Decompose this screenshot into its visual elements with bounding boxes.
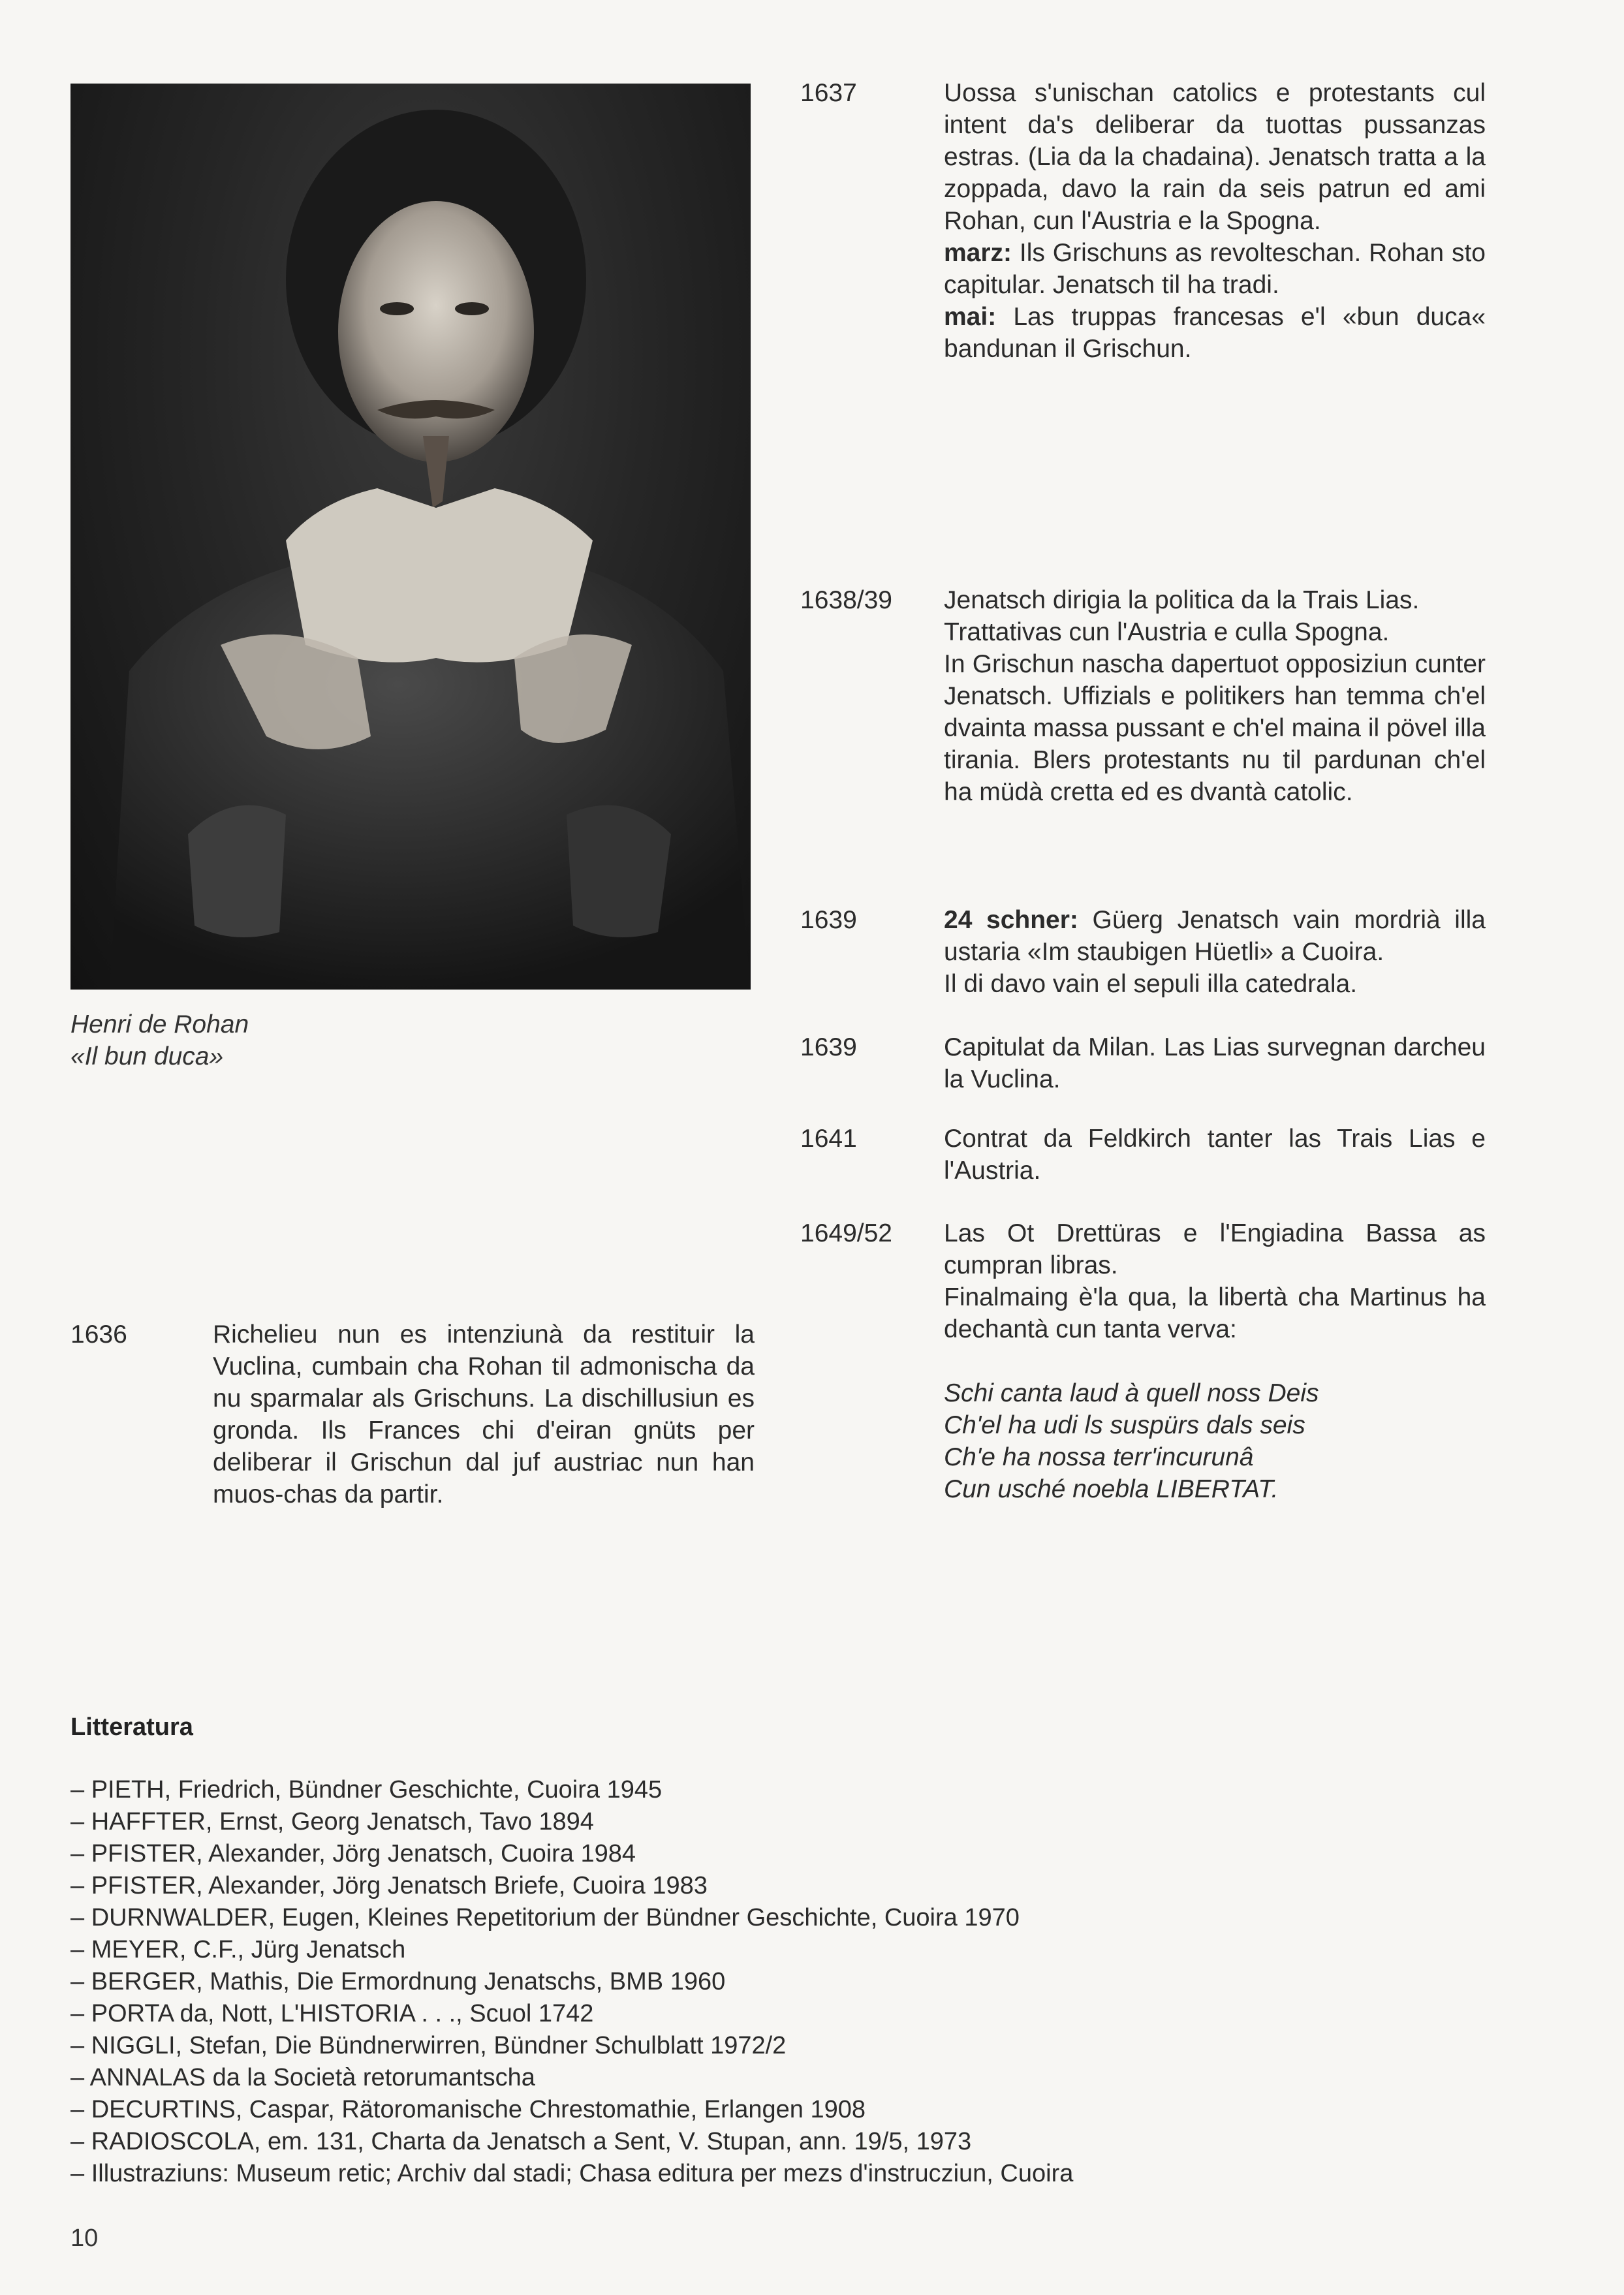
timeline-paragraph: [944, 1281, 1486, 1345]
timeline-paragraph: [944, 1217, 1486, 1281]
paragraph-text: Güerg Jenatsch vain mordrià illa ustaria «Im staubigen Hüetli» a Cuoira.: [944, 906, 1486, 966]
literature-item: – MEYER, C.F., Jürg Jenatsch: [70, 1934, 1507, 1966]
timeline-paragraph: [944, 616, 1486, 648]
verse-line: Ch'e ha nossa terr'incurunâ: [944, 1443, 1254, 1471]
paragraph-text: Contrat da Feldkirch tanter las Trais Lias e l'Austria.: [944, 1125, 1486, 1185]
timeline-year: 1636: [70, 1320, 127, 1349]
literature-list: [70, 1774, 1507, 2190]
paragraph-text: Capitulat da Milan. Las Lias survegnan darcheu la Vuclina.: [944, 1033, 1486, 1093]
verse-line: Schi canta laud à quell noss Deis: [944, 1379, 1319, 1407]
portrait-caption: [70, 1008, 249, 1072]
timeline-text: [944, 904, 1486, 1000]
literature-item: – DECURTINS, Caspar, Rätoromanische Chrestomathie, Erlangen 1908: [70, 2094, 1507, 2126]
literature-item: – PFISTER, Alexander, Jörg Jenatsch, Cuoira 1984: [70, 1838, 1507, 1870]
caption-name: Henri de Rohan: [70, 1010, 249, 1038]
timeline-paragraph: [944, 301, 1486, 365]
timeline-text: [944, 1031, 1486, 1095]
timeline-text: [944, 1217, 1486, 1505]
timeline-paragraph: [944, 77, 1486, 237]
paragraph-text: Las truppas francesas e'l «bun duca« bandunan il Grischun.: [944, 303, 1486, 363]
literature-title: Litteratura: [70, 1713, 193, 1741]
timeline-year: 1641: [800, 1125, 857, 1153]
literature-item: – RADIOSCOLA, em. 131, Charta da Jenatsch a Sent, V. Stupan, ann. 19/5, 1973: [70, 2126, 1507, 2158]
timeline-paragraph: [944, 1123, 1486, 1187]
timeline-paragraph: [944, 968, 1486, 1000]
timeline-text: [944, 1123, 1486, 1187]
literature-item: – DURNWALDER, Eugen, Kleines Repetitorium der Bündner Geschichte, Cuoira 1970: [70, 1902, 1507, 1934]
timeline-year: 1639: [800, 906, 857, 934]
portrait-drawing: [70, 84, 751, 990]
paragraph-text: Ils Grischuns as revolteschan. Rohan sto capitular. Jenatsch til ha tradi.: [944, 239, 1486, 299]
timeline-paragraph: [944, 904, 1486, 968]
paragraph-text: Jenatsch dirigia la politica da la Trais Lias.: [944, 586, 1420, 614]
timeline-year: 1639: [800, 1033, 857, 1061]
timeline-paragraph: [944, 237, 1486, 301]
paragraph-text: Finalmaing è'la qua, la libertà cha Martinus ha dechantà cun tanta verva:: [944, 1283, 1486, 1343]
page-number: 10: [70, 2225, 99, 2252]
verse-line: Ch'el ha udi ls suspürs dals seis: [944, 1411, 1305, 1439]
literature-item: – PFISTER, Alexander, Jörg Jenatsch Briefe, Cuoira 1983: [70, 1870, 1507, 1902]
date-label: marz:: [944, 239, 1012, 267]
timeline-year: 1637: [800, 79, 857, 107]
timeline-paragraph: [944, 648, 1486, 808]
paragraph-text: Las Ot Drettüras e l'Engiadina Bassa as cumpran libras.: [944, 1219, 1486, 1279]
portrait-image: [70, 84, 751, 990]
timeline-text: Richelieu nun es intenziunà da restituir la Vuclina, cumbain cha Rohan til admonischa da nu sparmalar als Grischuns. La dischillusiun es gronda. Ils Frances chi d'eiran gnüts per deliberar il Grischun dal juf austriac nun han muos-chas da partir.: [213, 1320, 755, 1508]
verse-line: Cun usché noebla LIBERTAT.: [944, 1475, 1279, 1503]
timeline-paragraph: [944, 584, 1486, 616]
timeline-paragraph: [944, 1031, 1486, 1095]
timeline-year: 1649/52: [800, 1219, 892, 1247]
timeline-year: 1638/39: [800, 586, 892, 614]
date-label: mai:: [944, 303, 997, 331]
date-label: 24 schner:: [944, 906, 1078, 934]
timeline-text: [944, 77, 1486, 365]
paragraph-text: Uossa s'unischan catolics e protestants cul intent da's deliberar da tuottas pussanzas estras. (Lia da la chadaina). Jenatsch tratta a la zoppada, davo la rain da seis patrun ed ami Rohan, cun l'Austria e la Spogna.: [944, 79, 1486, 235]
literature-item: – Illustraziuns: Museum retic; Archiv dal stadi; Chasa editura per mezs d'instrucziun, Cuoira: [70, 2158, 1507, 2190]
literature-item: – HAFFTER, Ernst, Georg Jenatsch, Tavo 1894: [70, 1806, 1507, 1838]
literature-item: – PIETH, Friedrich, Bündner Geschichte, Cuoira 1945: [70, 1774, 1507, 1806]
paragraph-text: Trattativas cun l'Austria e culla Spogna.: [944, 618, 1390, 646]
verse: [944, 1377, 1486, 1505]
literature-item: – PORTA da, Nott, L'HISTORIA . . ., Scuol 1742: [70, 1998, 1507, 2030]
paragraph-text: In Grischun nascha dapertuot opposiziun cunter Jenatsch. Uffizials e politikers han temma ch'el dvainta massa pussant e ch'el maina il pövel illa tirania. Blers protestants nu til pardunan ch'el ha müdà cretta ed es dvantà catolic.: [944, 650, 1486, 806]
literature-item: – ANNALAS da la Società retorumantscha: [70, 2062, 1507, 2094]
caption-epithet: «Il bun duca»: [70, 1042, 224, 1070]
timeline-text: [944, 584, 1486, 808]
literature-item: – NIGGLI, Stefan, Die Bündnerwirren, Bündner Schulblatt 1972/2: [70, 2030, 1507, 2062]
literature-item: – BERGER, Mathis, Die Ermordnung Jenatschs, BMB 1960: [70, 1966, 1507, 1998]
paragraph-text: Il di davo vain el sepuli illa catedrala.: [944, 970, 1358, 998]
